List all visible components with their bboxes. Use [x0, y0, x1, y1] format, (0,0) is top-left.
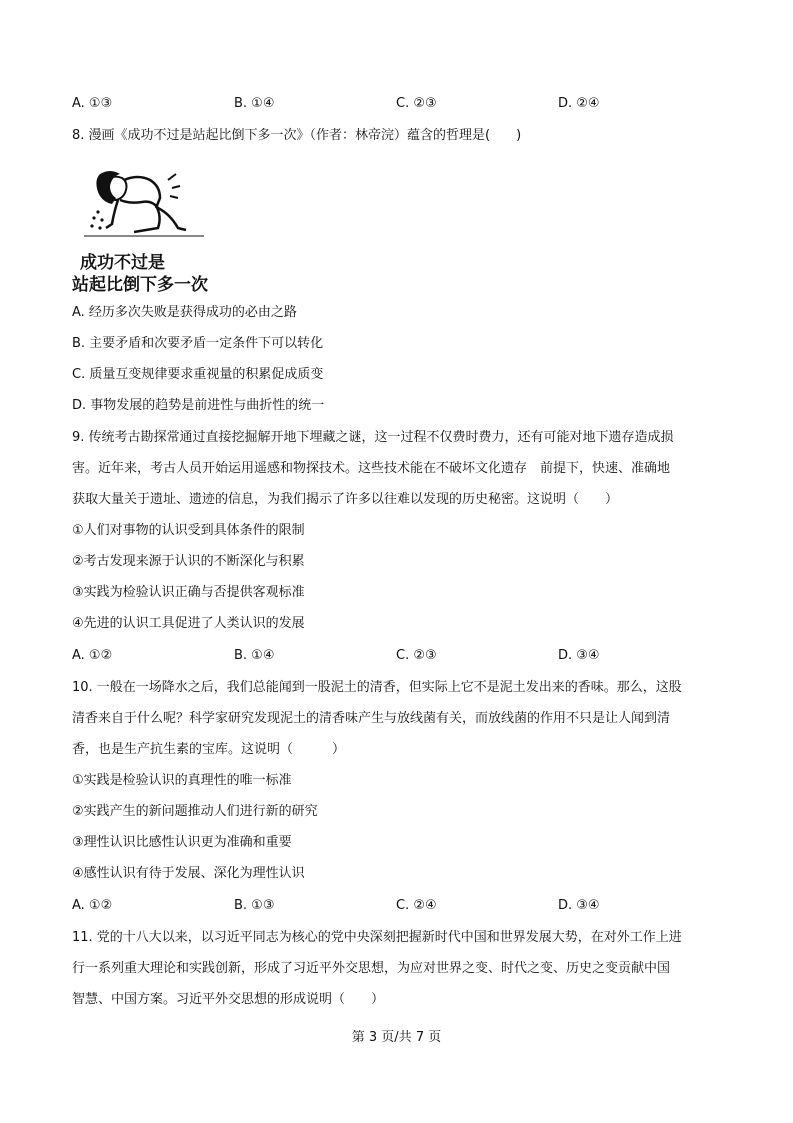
q10-option-a: A. ①②: [72, 898, 113, 913]
q10-stem-line-1: 10. 一般在一场降水之后，我们总能闻到一股泥土的清香，但实际上它不是泥土发出来的香味。那么，这股: [72, 680, 682, 695]
q9-stem-line-1: 9. 传统考古勘探常通过直接挖掘解开地下埋藏之谜，这一过程不仅费时费力，还有可能对地下遗存造成损: [72, 430, 674, 445]
q9-statement-3: ③实践为检验认识正确与否提供客观标准: [72, 585, 305, 600]
q11-stem-line-3: 智慧、中国方案。习近平外交思想的形成说明（ ）: [72, 992, 385, 1007]
q9-statement-2: ②考古发现来源于认识的不断深化与积累: [72, 554, 305, 569]
q9-option-a: A. ①②: [72, 648, 113, 663]
q8-option-d: D. 事物发展的趋势是前进性与曲折性的统一: [72, 398, 325, 413]
q10-statement-3: ③理性认识比感性认识更为准确和重要: [72, 835, 292, 850]
q9-stem-line-3: 获取大量关于遗址、遗迹的信息，为我们揭示了许多以往难以发现的历史秘密。这说明（ ）: [72, 492, 619, 507]
q10-stem-line-2: 清香来自于什么呢？科学家研究发现泥土的清香味产生与放线菌有关，而放线菌的作用不只是让人闻到清: [72, 711, 671, 726]
q9-statement-1: ①人们对事物的认识受到具体条件的限制: [72, 523, 305, 538]
q10-option-b: B. ①③: [234, 898, 275, 913]
q10-statement-1: ①实践是检验认识的真理性的唯一标准: [72, 773, 292, 788]
q10-option-d: D. ③④: [558, 898, 600, 913]
comic-caption-line-1: 成功不过是: [80, 253, 165, 273]
q7-option-b: B. ①④: [234, 96, 275, 111]
q7-option-d: D. ②④: [558, 96, 600, 111]
q8-stem: 8. 漫画《成功不过是站起比倒下多一次》（作者：林帝浣）蕴含的哲理是( ): [72, 128, 522, 143]
q10-option-c: C. ②④: [396, 898, 437, 913]
q8-option-c: C. 质量互变规律要求重视量的积累促成质变: [72, 367, 324, 382]
q9-statement-4: ④先进的认识工具促进了人类认识的发展: [72, 616, 305, 631]
comic-illustration: [72, 160, 217, 295]
q8-option-a: A. 经历多次失败是获得成功的必由之路: [72, 305, 297, 320]
q7-option-c: C. ②③: [396, 96, 437, 111]
q10-statement-4: ④感性认识有待于发展、深化为理性认识: [72, 866, 305, 881]
q9-option-b: B. ①④: [234, 648, 275, 663]
q9-option-c: C. ②③: [396, 648, 437, 663]
q11-stem-line-2: 行一系列重大理论和实践创新，形成了习近平外交思想，为应对世界之变、时代之变、历史之变贡献中国: [72, 961, 671, 976]
kneeling-person-drawing: [72, 160, 217, 240]
comic-caption-line-2: 站起比倒下多一次: [72, 275, 208, 295]
q11-stem-line-1: 11. 党的十八大以来，以习近平同志为核心的党中央深刻把握新时代中国和世界发展大势，在对外工作上进: [72, 930, 682, 945]
q10-statement-2: ②实践产生的新问题推动人们进行新的研究: [72, 804, 318, 819]
q9-stem-line-2: 害。近年来，考古人员开始运用遥感和物探技术。这些技术能在不破坏文化遗存 前提下，快速、准确地: [72, 461, 671, 476]
page-footer: 第 3 页/共 7 页: [351, 1030, 442, 1045]
q8-option-b: B. 主要矛盾和次要矛盾一定条件下可以转化: [72, 336, 324, 351]
q7-option-a: A. ①③: [72, 96, 113, 111]
q9-option-d: D. ③④: [558, 648, 600, 663]
q10-stem-line-3: 香，也是生产抗生素的宝库。这说明（ ）: [72, 742, 346, 757]
